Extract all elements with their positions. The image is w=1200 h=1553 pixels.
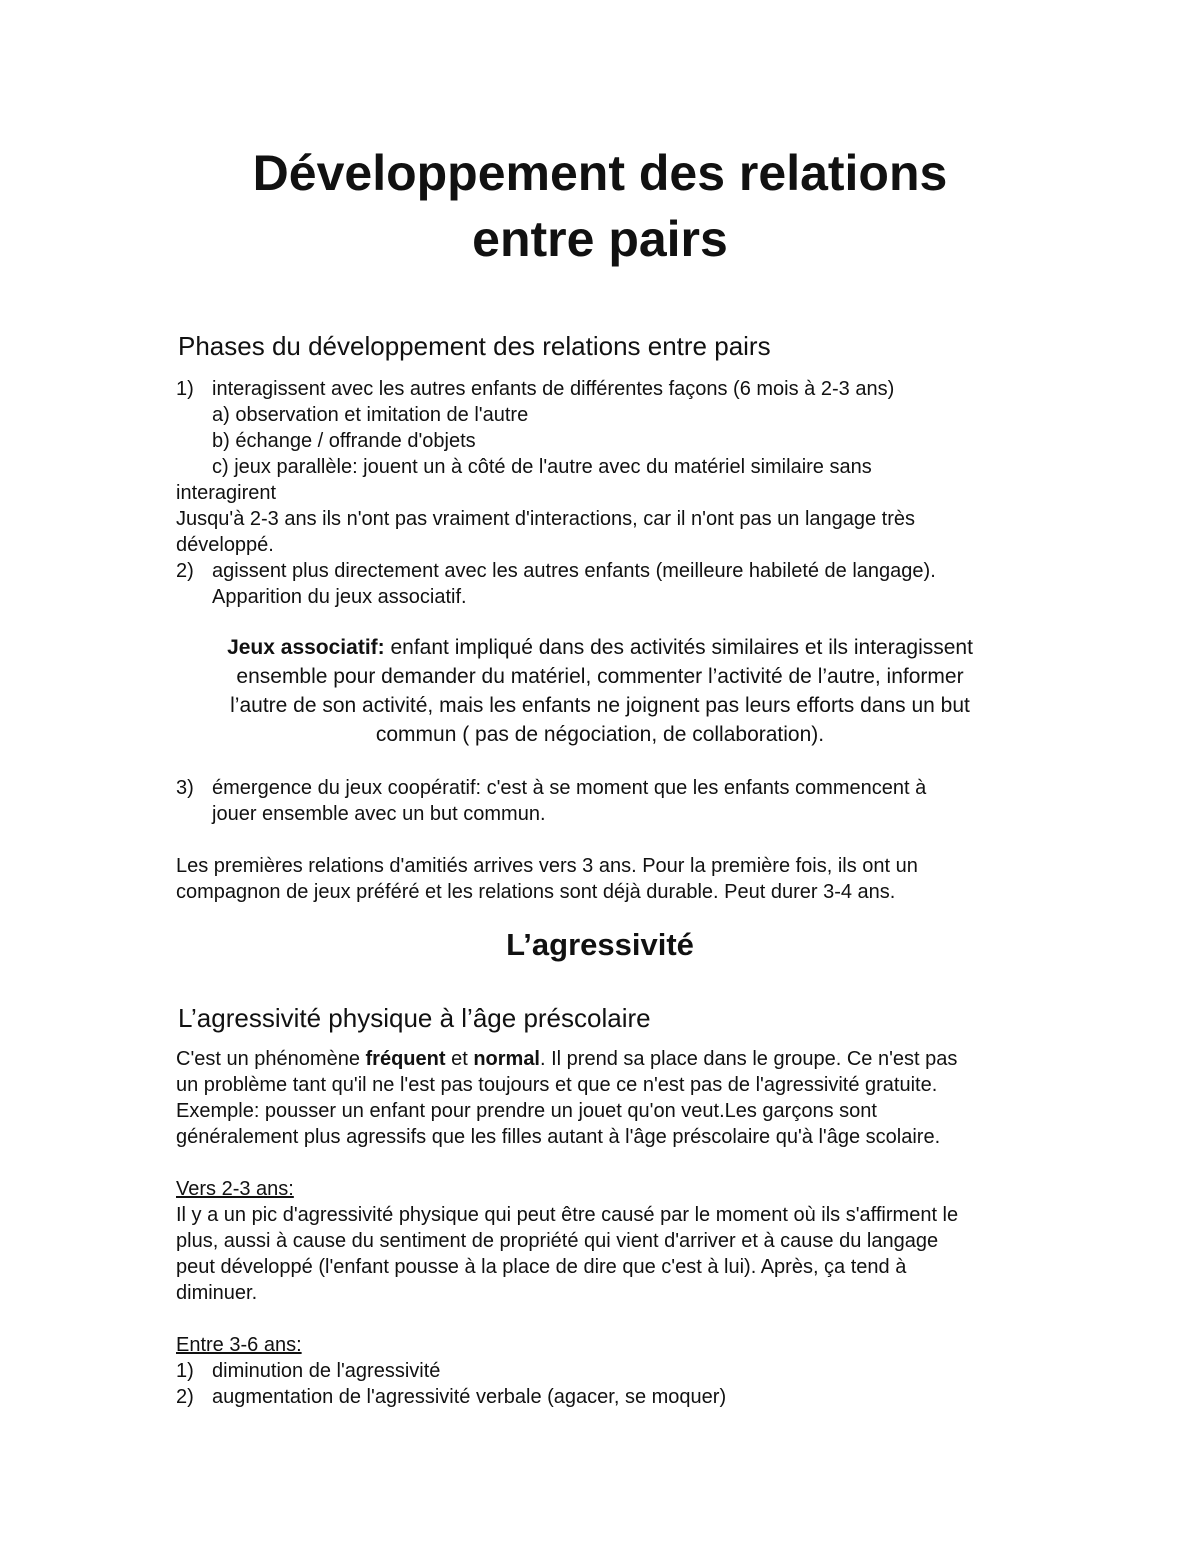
item3-line-2: jouer ensemble avec un but commun. (212, 803, 546, 825)
age-2-3-line-4: diminuer. (176, 1282, 258, 1304)
associative-play-definition: Jeux associatif: enfant impliqué dans des activités similaires et ils interagissent ensemble pour demander du matériel, commenter l’activité de l’autre, informer l’autre de son activité, mais les enfants ne joignent pas leurs efforts dans un but commun ( pas de négociation, de collaboration). (227, 636, 973, 746)
aggression-paragraph-line-1: C'est un phénomène fréquent et normal. Il prend sa place dans le groupe. Ce n'est pas (176, 1048, 958, 1070)
friendship-line-2: compagnon de jeux préféré et les relations sont déjà durable. Peut durer 3-4 ans. (176, 881, 896, 903)
age-2-3-line-2: plus, aussi à cause du sentiment de propriété qui vient d'arriver et à cause du langage (176, 1230, 939, 1252)
phases-heading: Phases du développement des relations entre pairs (178, 331, 771, 361)
age-3-6-item2: augmentation de l'agressivité verbale (agacer, se moquer) (212, 1386, 727, 1408)
age-2-3-line-3: peut développé (l'enfant pousse à la place de dire que c'est à lui). Après, ça tend à (176, 1256, 907, 1278)
age-3-6-item1-number: 1) (176, 1360, 194, 1382)
sub-item-b: b) échange / offrande d'objets (212, 430, 476, 452)
item3-line-1: émergence du jeux coopératif: c'est à se moment que les enfants commencent à (212, 777, 927, 799)
aggression-title: L’agressivité (506, 927, 694, 962)
item2-number: 2) (176, 560, 194, 582)
aggression-paragraph-line-2: un problème tant qu'il ne l'est pas toujours et que ce n'est pas de l'agressivité gratuite. (176, 1074, 938, 1096)
document-title: Développement des relations entre pairs (252, 145, 948, 267)
note-line-2: développé. (176, 534, 274, 556)
note-line-1: Jusqu'à 2-3 ans ils n'ont pas vraiment d'interactions, car il n'ont pas un langage très (176, 508, 916, 530)
friendship-line-1: Les premières relations d'amitiés arrives vers 3 ans. Pour la première fois, ils ont un (176, 855, 918, 877)
age-3-6-item2-number: 2) (176, 1386, 194, 1408)
item3-number: 3) (176, 777, 194, 799)
item1-number: 1) (176, 378, 194, 400)
item1-text: interagissent avec les autres enfants de différentes façons (6 mois à 2-3 ans) (212, 378, 895, 400)
item2-line-2: Apparition du jeux associatif. (212, 586, 467, 608)
sub-item-c: c) jeux parallèle: jouent un à côté de l'autre avec du matériel similaire sans (212, 456, 872, 478)
age-3-6-item1: diminution de l'agressivité (212, 1360, 441, 1382)
definition-term: Jeux associatif (227, 636, 378, 659)
sub-item-c-continued: interagirent (176, 482, 277, 504)
age-2-3-label: Vers 2-3 ans: (176, 1178, 294, 1200)
age-3-6-label: Entre 3-6 ans: (176, 1334, 302, 1356)
item2-line-1: agissent plus directement avec les autres enfants (meilleure habileté de langage). (212, 560, 936, 582)
sub-item-a: a) observation et imitation de l'autre (212, 404, 529, 426)
aggression-paragraph-line-4: généralement plus agressifs que les filles autant à l'âge préscolaire qu'à l'âge scolaire. (176, 1126, 941, 1148)
aggression-paragraph-line-3: Exemple: pousser un enfant pour prendre un jouet qu'on veut.Les garçons sont (176, 1100, 877, 1122)
physical-aggression-heading: L’agressivité physique à l’âge préscolaire (178, 1003, 651, 1033)
age-2-3-line-1: Il y a un pic d'agressivité physique qui peut être causé par le moment où ils s'affirment le (176, 1204, 959, 1226)
